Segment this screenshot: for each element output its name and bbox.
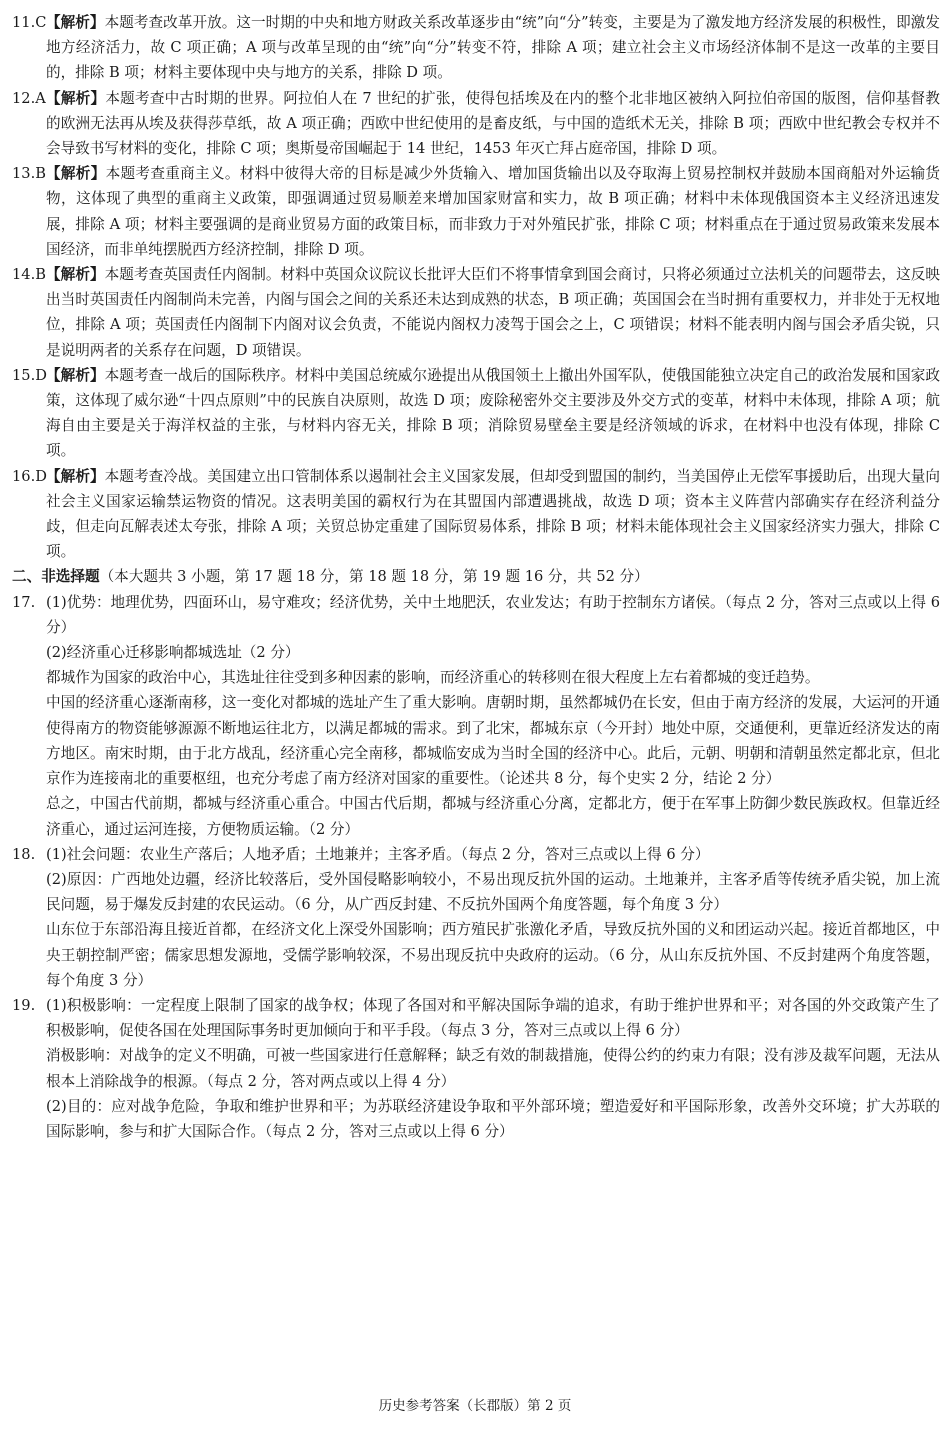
analysis-text: 本题考查改革开放。这一时期的中央和地方财政关系改革逐步由“统”向“分”转变，主要是为了激发地方经济发展的积极性，即激发地方经济活力，故 C 项正确；A 项与改革呈现的由“统”向“分”转变不符，排除 A 项；建立社会主义市场经济体制不是这一改革的主要目的，排除 B 项；材料主要体现中央与地方的关系，排除 D 项。 [46, 14, 940, 82]
answer-item-13 [12, 161, 940, 262]
answer-item-14 [12, 262, 940, 363]
answer-paragraph: 总之，中国古代前期，都城与经济重心重合。中国古代后期，都城与经济重心分离，定都北方，便于在军事上防御少数民族政权。但靠近经济重心，通过运河连接，方便物质运输。（2 分） [46, 795, 940, 838]
analysis-tag: 【解析】 [46, 467, 105, 485]
analysis-tag: 【解析】 [46, 266, 105, 284]
analysis-tag: 【解析】 [46, 165, 106, 183]
item-number: 19. [12, 996, 36, 1014]
analysis-text: 本题考查英国责任内阁制。材料中英国众议院议长批评大臣们不将事情拿到国会商讨，只将必须通过立法机关的问题带去，这反映出当时英国责任内阁制尚未完善，内阁与国会之间的关系还未达到成熟的状态，B 项正确；英国国会在当时拥有重要权力，并非处于无权地位，排除 A 项；英国责任内阁制下内阁对议会负责，不能说内阁权力凌驾于国会之上，C 项错误；材料不能表明内阁与国会矛盾尖锐，只是说明两者的关系存在问题，D 项错误。 [46, 266, 940, 359]
answer-item-19 [12, 993, 940, 1144]
answer-paragraph: 都城作为国家的政治中心，其选址往往受到多种因素的影响，而经济重心的转移则在很大程度上左右着都城的变迁趋势。 [46, 669, 820, 687]
answer-paragraph: 消极影响：对战争的定义不明确，可被一些国家进行任意解释；缺乏有效的制裁措施，使得公约的约束力有限；没有涉及裁军问题，无法从根本上消除战争的根源。（每点 2 分，答对两点或以上得 4 分） [46, 1047, 940, 1090]
answer-paragraph: (2)经济重心迁移影响都城选址（2 分） [46, 644, 300, 662]
answer-paragraph: (1)社会问题：农业生产落后；人地矛盾；土地兼并；主客矛盾。（每点 2 分，答对三点或以上得 6 分） [46, 845, 710, 863]
answer-paragraph: (2)原因：广西地处边疆，经济比较落后，受外国侵略影响较小，不易出现反抗外国的运动。土地兼并，主客矛盾等传统矛盾尖锐，加上流民问题，易于爆发反封建的农民运动。（6 分，从广西反封建、不反抗外国两个角度答题，每个角度 3 分） [46, 870, 940, 914]
section-title: 二、非选择题 [12, 568, 100, 586]
item-number: 15.D [12, 366, 47, 384]
item-number: 18. [12, 845, 36, 863]
analysis-text: 本题考查中古时期的世界。阿拉伯人在 7 世纪的扩张，使得包括埃及在内的整个北非地区被纳入阿拉伯帝国的版图，信仰基督教的欧洲无法再从埃及获得莎草纸，故 A 项正确；西欧中世纪使用的是畜皮纸，与中国的造纸术无关，排除 B 项；西欧中世纪教会专权并不会导致书写材料的变化，排除 C 项；奥斯曼帝国崛起于 14 世纪，1453 年灭亡拜占庭帝国，排除 D 项。 [46, 89, 940, 158]
answer-paragraph: (1)优势：地理优势，四面环山，易守难攻；经济优势，关中土地肥沃，农业发达；有助于控制东方诸侯。（每点 2 分，答对三点或以上得 6 分） [46, 593, 940, 636]
answer-item-18 [12, 842, 940, 993]
item-number: 17. [12, 593, 36, 611]
analysis-text: 本题考查冷战。美国建立出口管制体系以遏制社会主义国家发展，但却受到盟国的制约，当美国停止无偿军事援助后，出现大量向社会主义国家运输禁运物资的情况。这表明美国的霸权行为在其盟国内部遭遇挑战，故选 D 项；资本主义阵营内部确实存在经济利益分歧，但走向瓦解表述太夸张，排除 A 项；关贸总协定重建了国际贸易体系，排除 B 项；材料未能体现社会主义国家经济实力强大，排除 C 项。 [46, 467, 940, 561]
analysis-text: 本题考查重商主义。材料中彼得大帝的目标是减少外货输入、增加国货输出以及夺取海上贸易控制权并鼓励本国商船对外运输货物，这体现了典型的重商主义政策，即强调通过贸易顺差来增加国家财富和实力，故 B 项正确；材料中未体现俄国资本主义经济迅速发展，排除 A 项；材料主要强调的是商业贸易方面的政策目标，而非致力于对外殖民扩张，排除 C 项；材料重点在于通过贸易政策来发展本国经济，而非单纯摆脱西方经济控制，排除 D 项。 [46, 165, 940, 258]
item-number: 13.B [12, 165, 46, 183]
answer-item-11 [12, 10, 940, 86]
answer-item-15 [12, 363, 940, 464]
item-number: 12.A [12, 89, 46, 107]
analysis-tag: 【解析】 [46, 89, 106, 107]
page-content [12, 10, 940, 1144]
analysis-tag: 【解析】 [46, 366, 105, 384]
answer-paragraph: (2)目的：应对战争危险，争取和维护世界和平；为苏联经济建设争取和平外部环境；塑造爱好和平国际形象，改善外交环境；扩大苏联的国际影响，参与和扩大国际合作。（每点 2 分，答对三点或以上得 6 分） [46, 1097, 940, 1140]
answer-paragraph: (1)积极影响：一定程度上限制了国家的战争权；体现了各国对和平解决国际争端的追求，有助于维护世界和平；对各国的外交政策产生了积极影响，促使各国在处理国际事务时更加倾向于和平手段。（每点 3 分，答对三点或以上得 6 分） [46, 996, 940, 1040]
section-note: （本大题共 3 小题，第 17 题 18 分，第 18 题 18 分，第 19 题 16 分，共 52 分） [99, 568, 649, 586]
answer-paragraph: 中国的经济重心逐渐南移，这一变化对都城的选址产生了重大影响。唐朝时期，虽然都城仍在长安，但由于南方经济的发展，大运河的开通使得南方的物资能够源源不断地运往北方，以满足都城的需求。到了北宋，都城东京（今开封）地处中原，交通便利，更靠近经济发达的南方地区。南宋时期，由于北方战乱，经济重心完全南移，都城临安成为当时全国的经济中心。此后，元朝、明朝和清朝虽然定都北京，但北京作为连接南北的重要枢纽，也充分考虑了南方经济对国家的重要性。（论述共 8 分，每个史实 2 分，结论 2 分） [46, 694, 940, 788]
answer-item-12 [12, 86, 940, 162]
item-number: 11.C [12, 14, 47, 31]
answer-item-16 [12, 464, 940, 565]
analysis-tag: 【解析】 [46, 14, 105, 31]
analysis-text: 本题考查一战后的国际秩序。材料中美国总统威尔逊提出从俄国领土上撤出外国军队，使俄国能独立决定自己的政治发展和国家政策，这体现了威尔逊“十四点原则”中的民族自决原则，故选 D 项；废除秘密外交主要涉及外交方式的变革，材料中未体现，排除 A 项；航海自由主要是关于海洋权益的主张，与材料内容无关，排除 B 项；消除贸易壁垒主要是经济领域的诉求，在材料中也没有体现，排除 C 项。 [46, 366, 940, 460]
answer-item-17 [12, 590, 940, 842]
answer-paragraph: 山东位于东部沿海且接近首都，在经济文化上深受外国影响；西方殖民扩张激化矛盾，导致反抗外国的义和团运动兴起。接近首都地区，中央王朝控制严密；儒家思想发源地，受儒学影响较深，不易出现反抗中央政府的运动。（6 分，从山东反抗外国、不反封建两个角度答题，每个角度 3 分） [46, 921, 940, 989]
item-number: 14.B [12, 266, 46, 284]
page-footer: 历史参考答案（长郡版）第 2 页 [378, 1398, 572, 1414]
item-number: 16.D [12, 467, 47, 485]
section-heading [12, 564, 940, 589]
